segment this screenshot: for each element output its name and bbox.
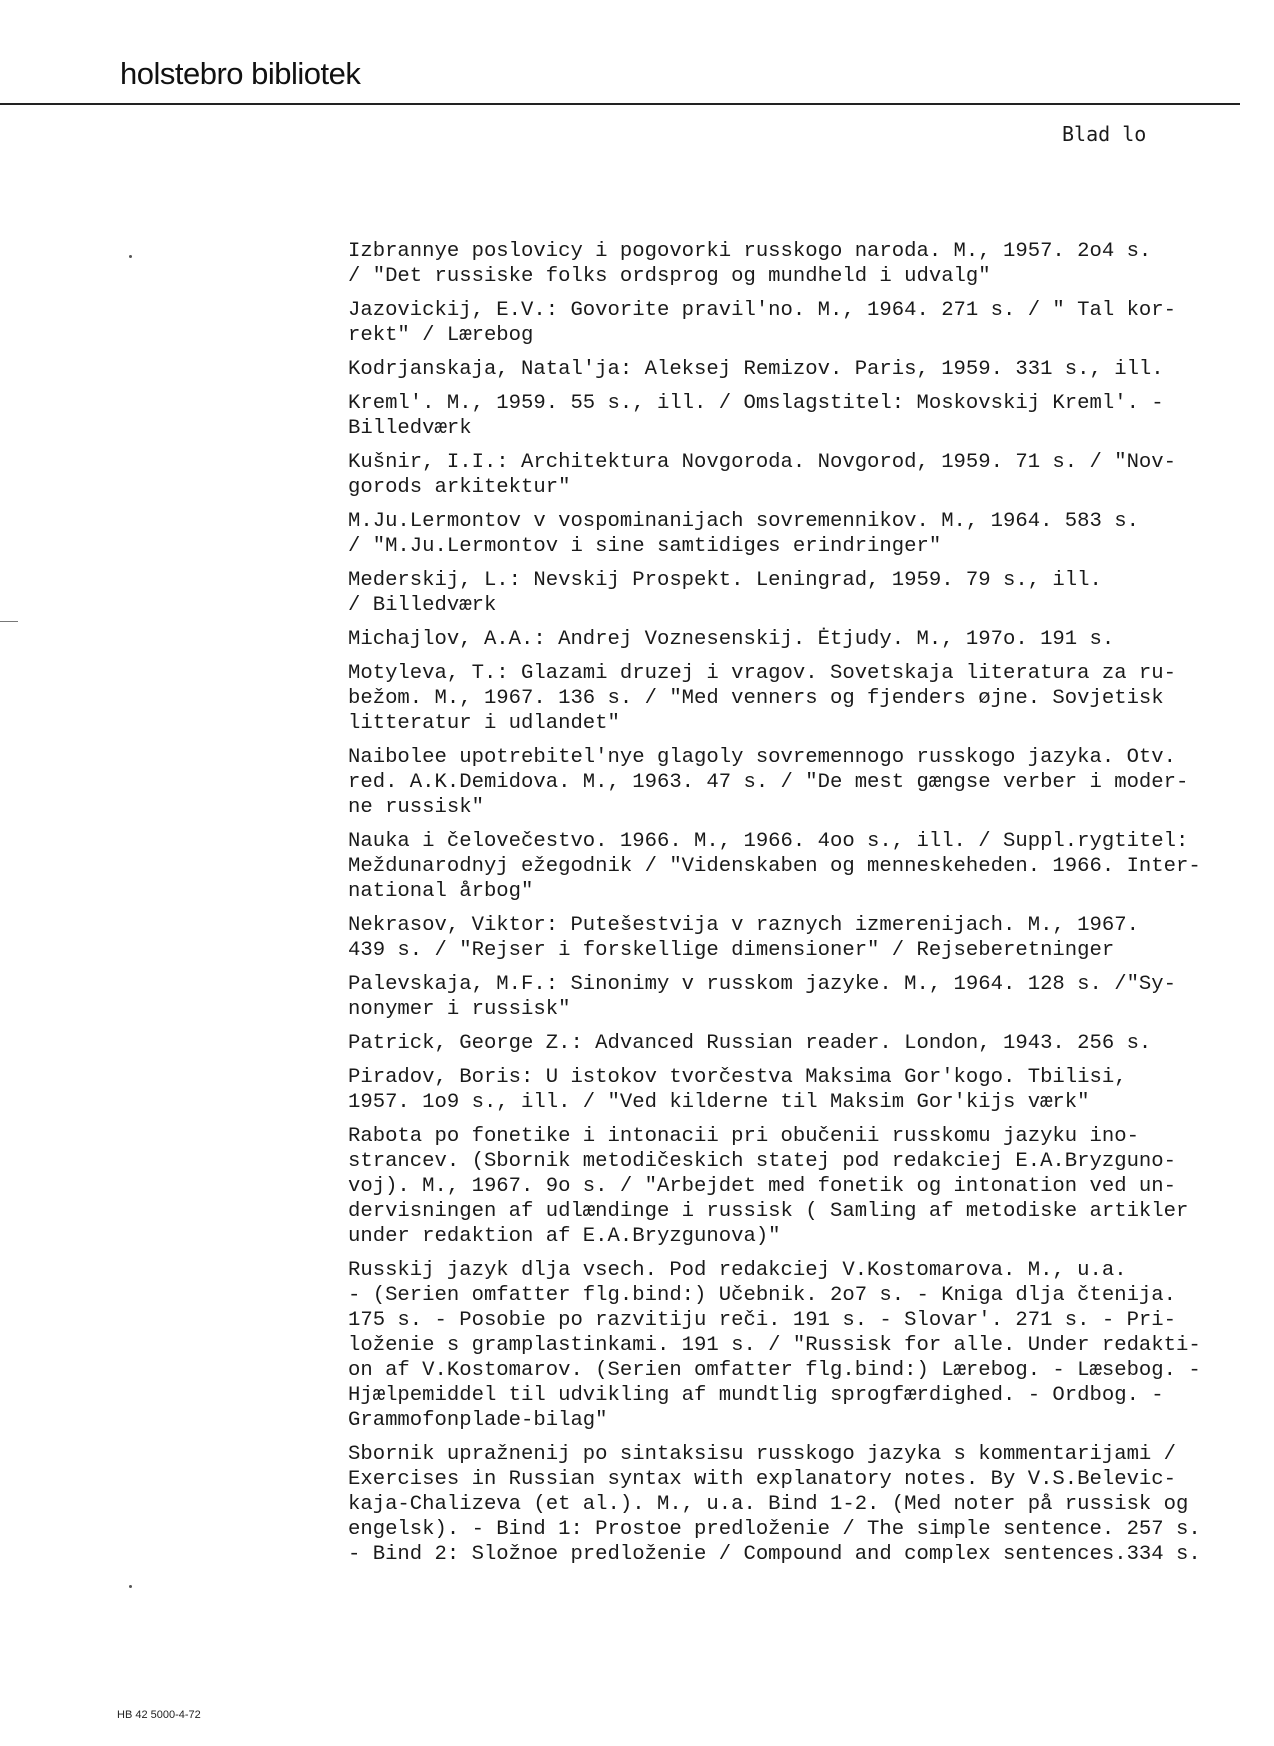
entry-line: loženie s gramplastinkami. 191 s. / "Russisk for alle. Under redakti- (348, 1334, 1201, 1357)
entry-line: ne russisk" (348, 796, 484, 819)
bibliography-entry (348, 1031, 1228, 1056)
bibliography-entry (348, 745, 1228, 820)
entry-line: Meždunarodnyj ežegodnik / "Videnskaben og menneskeheden. 1966. Inter- (348, 855, 1201, 878)
entry-line: Grammofonplade-bilag" (348, 1409, 608, 1432)
entry-line: Hjælpemiddel til udvikling af mundtlig sprogfærdighed. - Ordbog. - (348, 1384, 1164, 1407)
page-number: Blad lo (1062, 122, 1147, 146)
entry-line: under redaktion af E.A.Bryzgunova)" (348, 1225, 781, 1248)
entry-line: dervisningen af udlændinge i russisk ( Samling af metodiske artikler (348, 1200, 1189, 1223)
entry-line: / "Det russiske folks ordsprog og mundheld i udvalg" (348, 265, 991, 288)
entry-line: on af V.Kostomarov. (Serien omfatter flg.bind:) Lærebog. - Læsebog. - (348, 1359, 1201, 1382)
bibliography-entry (348, 298, 1228, 348)
entry-line: Kušnir, I.I.: Architektura Novgoroda. Novgorod, 1959. 71 s. / "Nov- (348, 451, 1177, 474)
entry-line: Michajlov, A.A.: Andrej Voznesenskij. Ėtjudy. M., 197o. 191 s. (348, 628, 1115, 651)
bibliography-entry (348, 509, 1228, 559)
bibliography-entry (348, 1065, 1228, 1115)
bibliography-entry (348, 1124, 1228, 1249)
entry-line: voj). M., 1967. 9o s. / "Arbejdet med fonetik og intonation ved un- (348, 1175, 1177, 1198)
entry-line: rekt" / Lærebog (348, 324, 534, 347)
entry-line: Mederskij, L.: Nevskij Prospekt. Leningrad, 1959. 79 s., ill. (348, 569, 1102, 592)
entry-line: Kodrjanskaja, Natal'ja: Aleksej Remizov. Paris, 1959. 331 s., ill. (348, 358, 1164, 381)
bibliography-entry (348, 829, 1228, 904)
form-code: HB 42 5000-4-72 (117, 1709, 201, 1721)
entry-line: Patrick, George Z.: Advanced Russian reader. London, 1943. 256 s. (348, 1032, 1152, 1055)
bibliography-entry (348, 661, 1228, 736)
header-rule (0, 103, 1240, 105)
entry-line: / Billedværk (348, 594, 497, 617)
entry-line: Nauka i čelovečestvo. 1966. M., 1966. 4oo s., ill. / Suppl.rygtitel: (348, 830, 1189, 853)
entry-line: Naibolee upotrebitel'nye glagoly sovremennogo russkogo jazyka. Otv. (348, 746, 1177, 769)
entry-line: Kreml'. M., 1959. 55 s., ill. / Omslagstitel: Moskovskij Kreml'. - (348, 392, 1164, 415)
bibliography-entry (348, 568, 1228, 618)
entry-line: - Bind 2: Složnoe predloženie / Compound and complex sentences.334 s. (348, 1543, 1201, 1566)
entry-line: Jazovickij, E.V.: Govorite pravil'no. M., 1964. 271 s. / " Tal kor- (348, 299, 1177, 322)
entry-line: kaja-Chalizeva (et al.). M., u.a. Bind 1-2. (Med noter på russisk og (348, 1493, 1189, 1516)
margin-dot (129, 1585, 132, 1588)
entry-line: national årbog" (348, 880, 534, 903)
margin-dash (0, 621, 18, 622)
entry-line: Russkij jazyk dlja vsech. Pod redakciej V.Kostomarova. M., u.a. (348, 1259, 1127, 1282)
margin-dot (129, 255, 132, 258)
entry-line: Sbornik upražnenij po sintaksisu russkogo jazyka s kommentarijami / (348, 1443, 1177, 1466)
entry-line: strancev. (Sbornik metodičeskich statej pod redakciej E.A.Bryzguno- (348, 1150, 1177, 1173)
entry-line: bežom. M., 1967. 136 s. / "Med venners og fjenders øjne. Sovjetisk (348, 687, 1164, 710)
entry-line: - (Serien omfatter flg.bind:) Učebnik. 2o7 s. - Kniga dlja čtenija. (348, 1284, 1177, 1307)
bibliography-entry (348, 1258, 1228, 1433)
bibliography-entry (348, 391, 1228, 441)
bibliography-entry (348, 450, 1228, 500)
entry-line: litteratur i udlandet" (348, 712, 620, 735)
entry-line: gorods arkitektur" (348, 476, 571, 499)
bibliography-entry (348, 627, 1228, 652)
entry-line: 175 s. - Posobie po razvitiju reči. 191 s. - Slovar'. 271 s. - Pri- (348, 1309, 1177, 1332)
library-name: holstebro bibliotek (120, 56, 361, 91)
entry-line: Piradov, Boris: U istokov tvorčestva Maksima Gor'kogo. Tbilisi, (348, 1066, 1127, 1089)
entry-line: Motyleva, T.: Glazami druzej i vragov. Sovetskaja literatura za ru- (348, 662, 1177, 685)
bibliography-entry (348, 357, 1228, 382)
entry-line: 439 s. / "Rejser i forskellige dimensioner" / Rejseberetninger (348, 939, 1115, 962)
entry-line: Billedværk (348, 417, 472, 440)
entry-line: Rabota po fonetike i intonacii pri obučenii russkomu jazyku ino- (348, 1125, 1139, 1148)
bibliography-entry (348, 1442, 1228, 1567)
bibliography-entry (348, 913, 1228, 963)
entry-line: Palevskaja, M.F.: Sinonimy v russkom jazyke. M., 1964. 128 s. /"Sy- (348, 973, 1177, 996)
bibliography-list (348, 239, 1228, 1576)
entry-line: / "M.Ju.Lermontov i sine samtidiges erindringer" (348, 535, 942, 558)
entry-line: nonymer i russisk" (348, 998, 571, 1021)
entry-line: 1957. 1o9 s., ill. / "Ved kilderne til Maksim Gor'kijs værk" (348, 1091, 1090, 1114)
entry-line: Izbrannye poslovicy i pogovorki russkogo naroda. M., 1957. 2o4 s. (348, 240, 1152, 263)
bibliography-entry (348, 239, 1228, 289)
bibliography-entry (348, 972, 1228, 1022)
entry-line: Exercises in Russian syntax with explanatory notes. By V.S.Belevic- (348, 1468, 1177, 1491)
entry-line: M.Ju.Lermontov v vospominanijach sovremennikov. M., 1964. 583 s. (348, 510, 1139, 533)
entry-line: red. A.K.Demidova. M., 1963. 47 s. / "De mest gængse verber i moder- (348, 771, 1189, 794)
entry-line: Nekrasov, Viktor: Putešestvija v raznych izmerenijach. M., 1967. (348, 914, 1139, 937)
entry-line: engelsk). - Bind 1: Prostoe predloženie / The simple sentence. 257 s. (348, 1518, 1201, 1541)
